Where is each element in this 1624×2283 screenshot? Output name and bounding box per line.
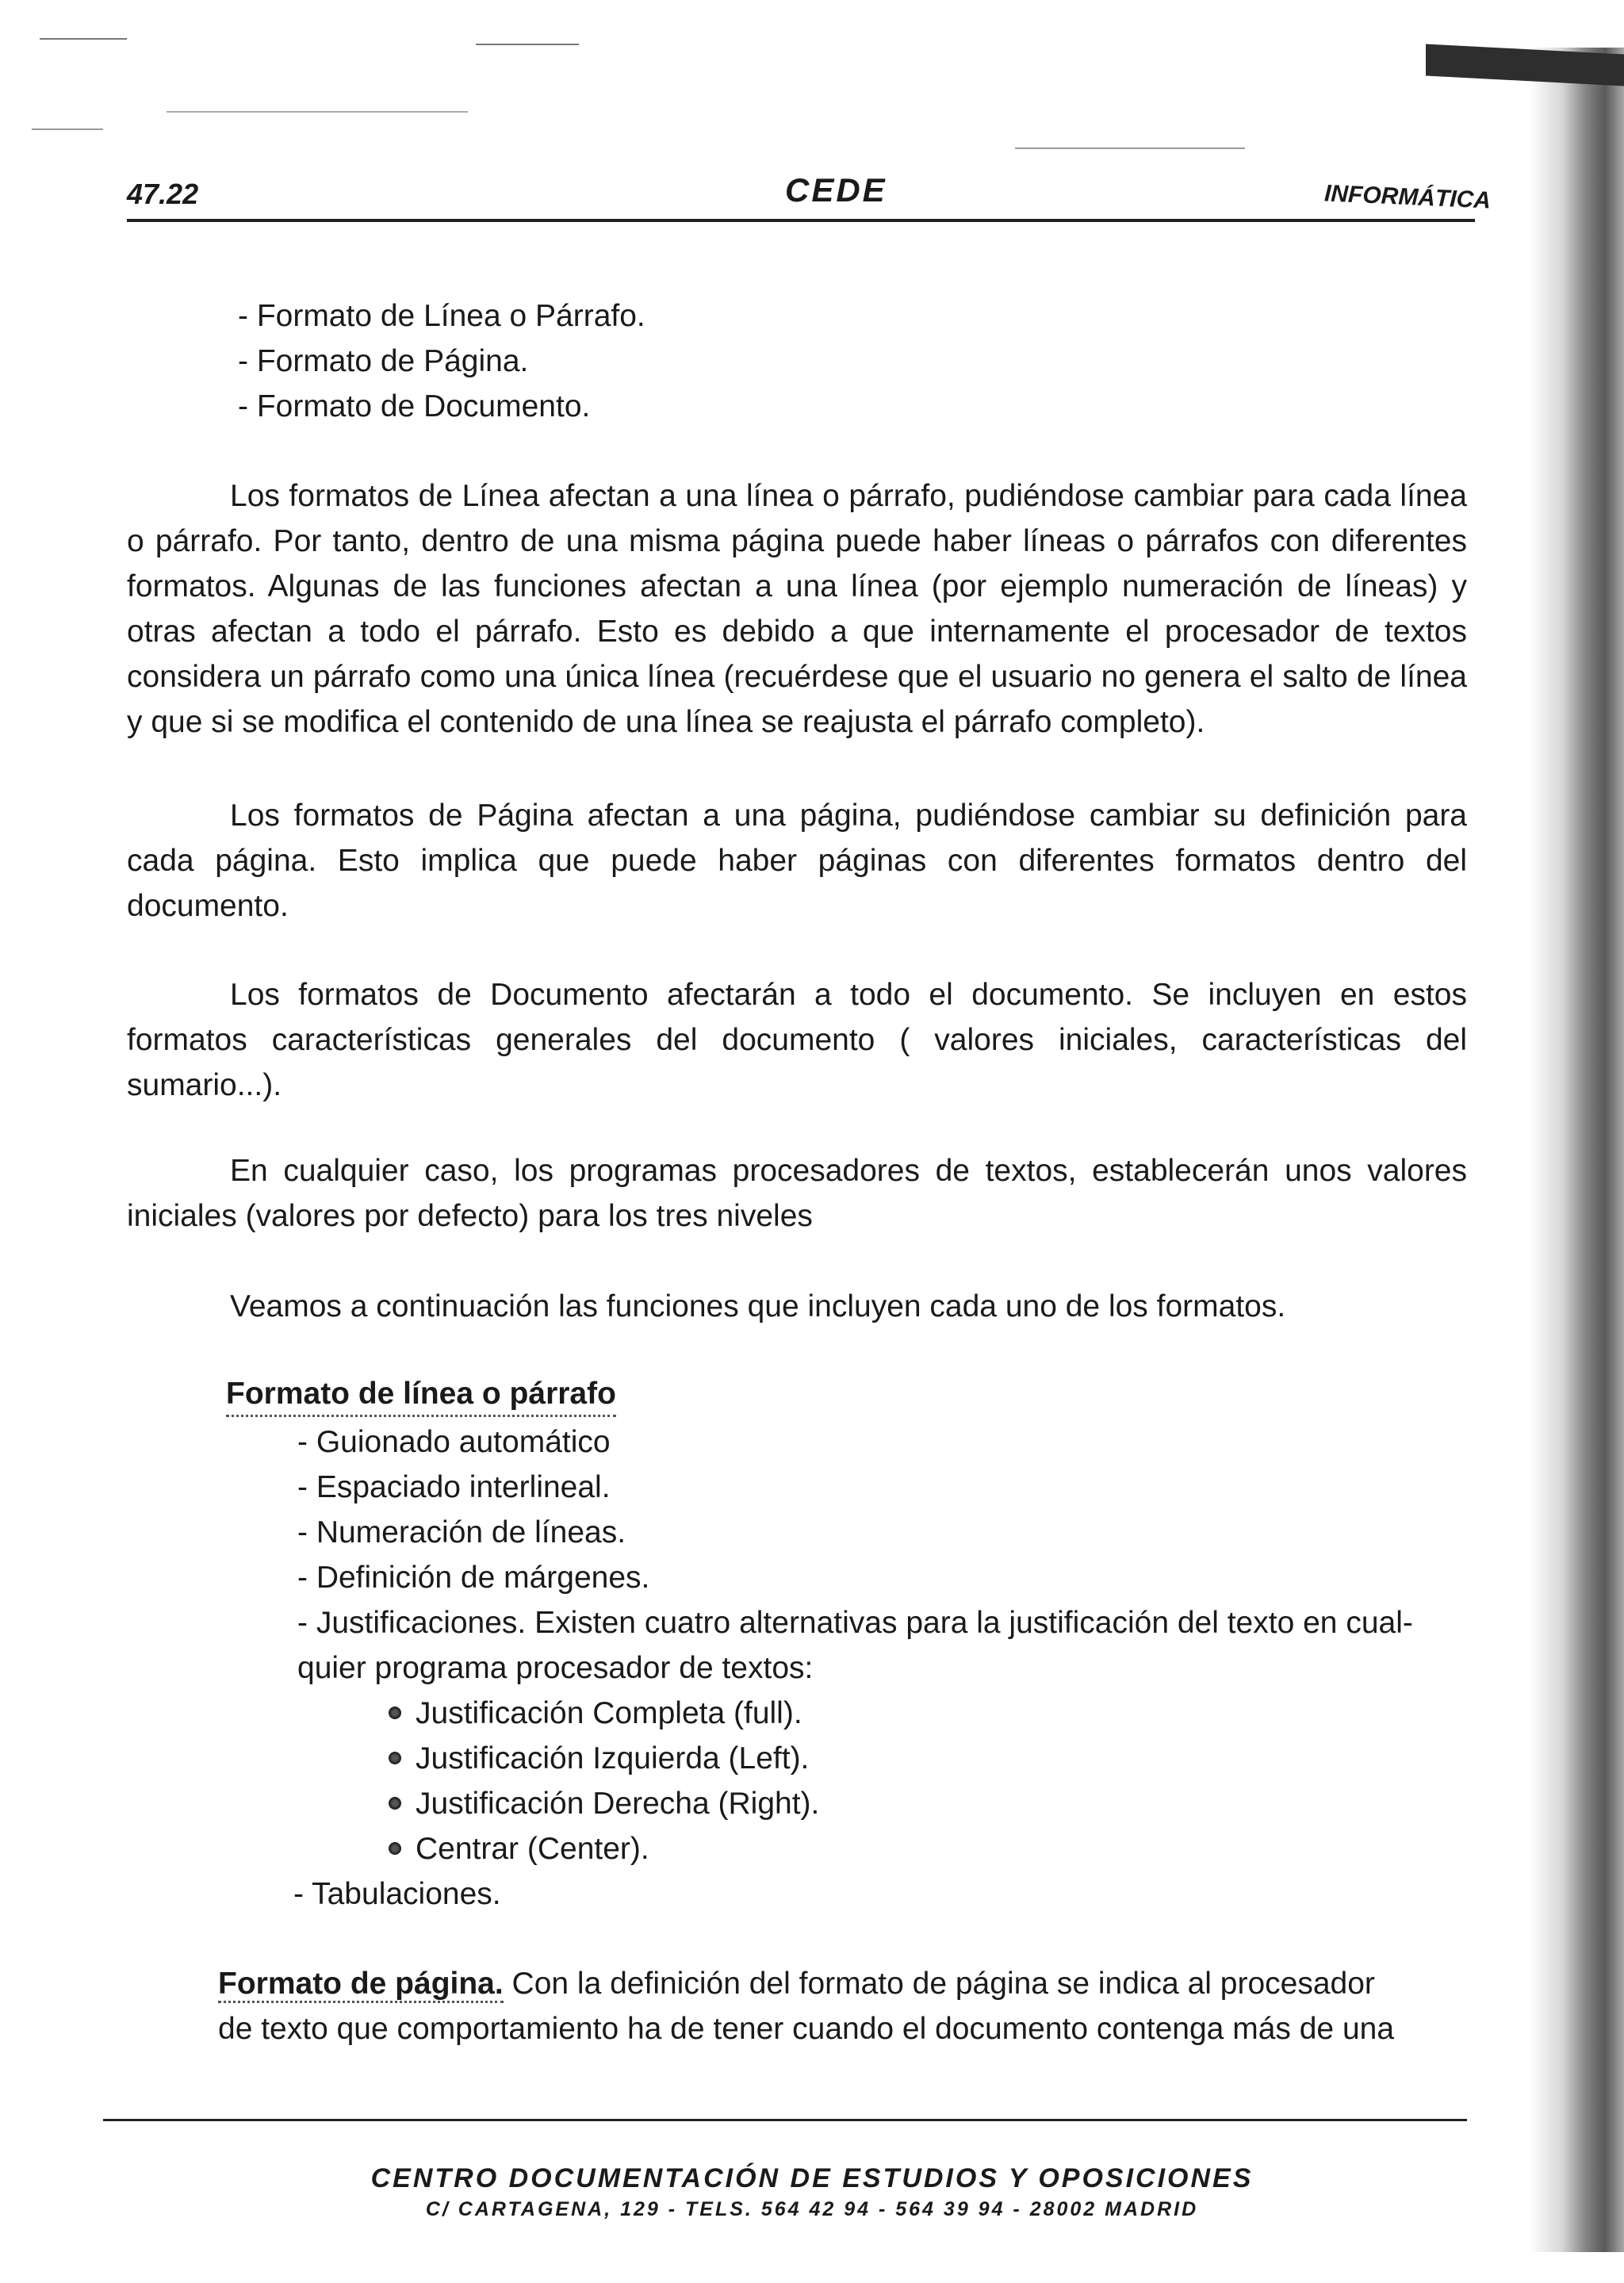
line-format-item: - Espaciado interlineal. xyxy=(297,1470,611,1504)
line-format-item: - Guionado automático xyxy=(297,1425,611,1459)
scan-artifact-line xyxy=(40,38,127,40)
scan-artifact-line xyxy=(32,128,103,130)
footer-rule xyxy=(103,2119,1467,2121)
bullet-icon xyxy=(389,1797,401,1810)
section-title: INFORMÁTICA xyxy=(1323,180,1492,214)
intro-list-item: - Formato de Página. xyxy=(238,344,529,378)
footer-address: C/ CARTAGENA, 129 - TELS. 564 42 94 - 564 39 94 - 28002 MADRID xyxy=(425,2198,1199,2220)
scan-artifact-line xyxy=(1015,147,1245,149)
bullet-text: Centrar (Center). xyxy=(416,1832,649,1866)
line-format-item: - Definición de márgenes. xyxy=(297,1561,650,1595)
intro-list-item: - Formato de Documento. xyxy=(238,389,591,423)
bullet-text: Justificación Derecha (Right). xyxy=(416,1787,820,1821)
bullet-text: Justificación Completa (full). xyxy=(416,1696,802,1730)
bullet-text: Justificación Izquierda (Left). xyxy=(416,1741,810,1775)
footer-organization: CENTRO DOCUMENTACIÓN DE ESTUDIOS Y OPOSICIONES xyxy=(370,2163,1254,2193)
tabulations-item: - Tabulaciones. xyxy=(293,1877,501,1911)
justification-item: - Justificaciones. Existen cuatro alternativas para la justificación del texto en cual- xyxy=(297,1606,1413,1640)
page-number: 47.22 xyxy=(127,178,199,210)
scan-artifact-line xyxy=(476,44,579,45)
paragraph-page-formats: Los formatos de Página afectan a una página, pudiéndose cambiar su definición para cada página. Esto implica que puede haber páginas con diferentes formatos dentro del documento. xyxy=(127,799,1467,923)
justification-bullet xyxy=(389,1691,802,1736)
paragraph-document-formats: Los formatos de Documento afectarán a todo el documento. Se incluyen en estos formatos características generales del documento ( valores iniciales, características del sumario...). xyxy=(127,978,1467,1102)
page-format-text: Con la definición del formato de página se indica al procesador xyxy=(503,1967,1375,2001)
paragraph-default-values: En cualquier caso, los programas procesadores de textos, establecerán unos valores iniciales (valores por defecto) para los tres niveles xyxy=(127,1154,1467,1233)
paragraph-intro-functions: Veamos a continuación las funciones que incluyen cada uno de los formatos. xyxy=(230,1289,1286,1323)
bullet-icon xyxy=(389,1842,401,1855)
justification-bullet xyxy=(389,1826,649,1871)
page-format-paragraph-continued: de texto que comportamiento ha de tener cuando el documento contenga más de una xyxy=(218,2012,1395,2046)
header-rule xyxy=(127,219,1475,222)
scan-artifact-line xyxy=(167,111,468,113)
justification-bullet xyxy=(389,1736,809,1781)
line-format-heading: Formato de línea o párrafo xyxy=(226,1373,616,1417)
page-header xyxy=(127,171,1492,222)
intro-list-item: - Formato de Línea o Párrafo. xyxy=(238,299,645,333)
justification-item-continued: quier programa procesador de textos: xyxy=(297,1651,814,1685)
journal-title: CEDE xyxy=(785,171,887,209)
page-format-heading: Formato de página. xyxy=(218,1967,504,2003)
page-format-paragraph xyxy=(218,1961,1375,2006)
paragraph-line-formats: Los formatos de Línea afectan a una línea o párrafo, pudiéndose cambiar para cada línea o párrafo. Por tanto, dentro de una misma página puede haber líneas o párrafos con diferentes formatos. Algunas de las funciones afectan a una línea (por ejemplo numeración de líneas) y otras afectan a todo el párrafo. Esto es debido a que internamente el procesador de textos considera un párrafo como una única línea (recuérdese que el usuario no genera el salto de línea y que si se modifica el contenido de una línea se reajusta el párrafo completo). xyxy=(127,479,1467,739)
justification-bullet xyxy=(389,1781,819,1826)
line-format-item: - Numeración de líneas. xyxy=(297,1515,626,1549)
scan-shadow-edge xyxy=(1529,48,1624,2252)
bullet-icon xyxy=(389,1752,401,1764)
bullet-icon xyxy=(389,1707,401,1719)
